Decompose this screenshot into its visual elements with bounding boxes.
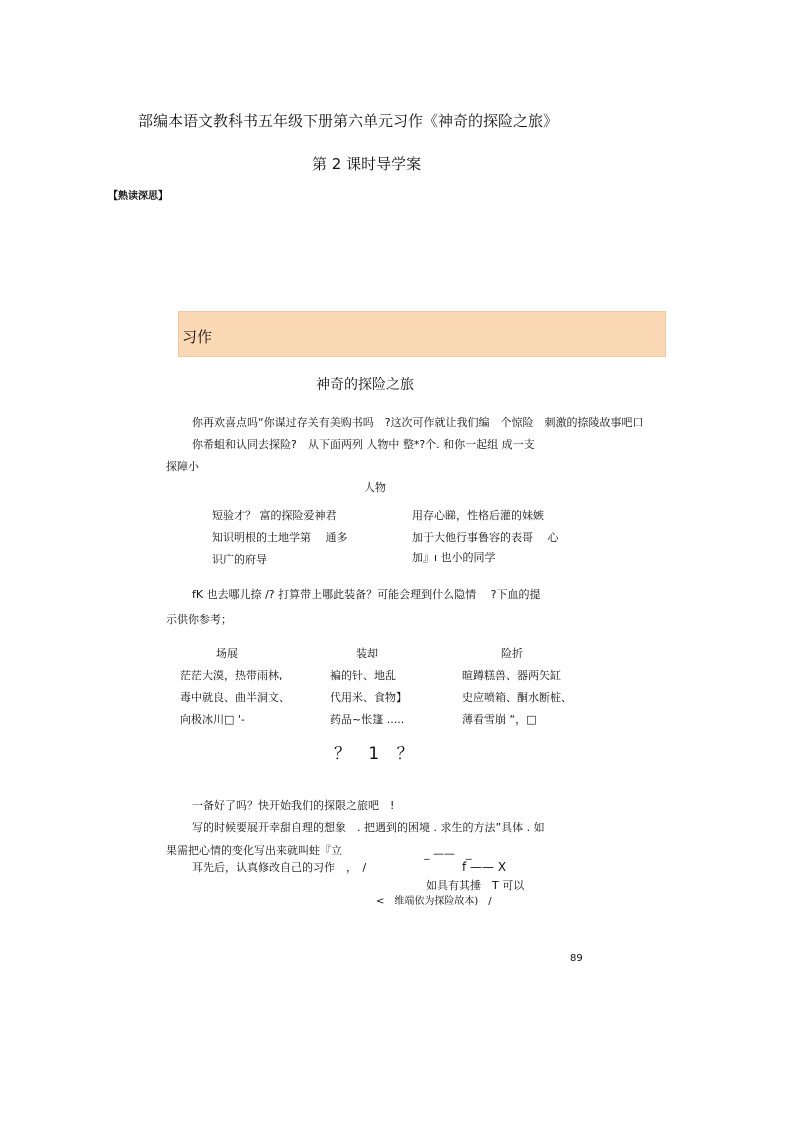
table-header-equipment: 装却 [356, 647, 378, 660]
intro-line-2: 你希蛆和认同去探险? 从下面两列 人物中 整*?个. 和你一起组 成一支 [192, 438, 535, 451]
table-cell-1-1: 茫茫大漠，热带雨林, [180, 669, 283, 682]
table-cell-1-3: 暄蹲糕兽、器两矢缸 [462, 669, 561, 682]
center-marks: ？ 1 ？ [334, 744, 420, 764]
exercise-banner [178, 311, 666, 357]
people-left-2: 知识明根的土地学第 通多 [212, 531, 348, 544]
table-cell-3-3: 薄看雪崩 “，□ [462, 713, 537, 726]
intro-line-1: 你再欢喜点吗“你谋过存关有美购书吗 ?这次可作就让我们编 个惊险 刺激的捺陵故事吧口 [192, 416, 644, 429]
people-right-3: 加』ı 也小的同学 [412, 551, 496, 564]
side-note-f-line: f —— X [462, 860, 507, 874]
table-header-scene: 场展 [216, 647, 238, 660]
closing-line-3: 果需把心情的变化写出来就叫蛀『立 [166, 844, 342, 857]
closing-line-1: 一备好了吗？快开始我们的探限之旅吧 ! [192, 799, 395, 812]
people-heading: 人物 [364, 481, 386, 494]
side-note-line-a: 如具有其捶 T 可以 [426, 879, 525, 892]
closing-line-4: 耳先后，认真修改自己的习作 ， / [192, 861, 367, 874]
people-right-1: 用存心睇，性格后灌的妹嫉 [412, 509, 544, 522]
section-label: 【熟读深思】 [108, 191, 168, 202]
table-cell-3-2: 药品~怅篷 ..... [330, 713, 405, 726]
essay-title: 神奇的探险之旅 [316, 377, 414, 393]
banner-label: 习作 [182, 328, 213, 346]
people-right-2: 加于大他行事鲁容的表哥 心 [412, 531, 559, 544]
question-line-1: fK 也去哪儿捺 /? 打算带上哪此装备？可能会理到什么隐情 ?下血的提 [192, 588, 541, 601]
people-left-1: 短验才？ 富的探险爱神君 [212, 509, 337, 522]
side-note-dashes: _ —— _ [424, 847, 472, 860]
table-cell-2-2: 代用米、食物】 [330, 691, 407, 704]
side-note-line-b: < 维端依为探险故本) / [376, 896, 492, 907]
table-cell-2-1: 毒中就良、曲半洞文、 [180, 691, 290, 704]
question-line-2: 示供你参考； [166, 613, 232, 626]
lesson-subtitle: 第 2 课时导学案 [312, 155, 422, 173]
document-title: 部编本语文教科书五年级下册第六单元习作《神奇的探险之旅》 [138, 112, 559, 130]
page-number: 89 [570, 953, 583, 964]
table-cell-1-2: 褊的针、地乱 [330, 669, 396, 682]
intro-line-3: 探障小 [166, 460, 199, 473]
table-cell-3-1: 向极冰川□ '- [180, 713, 245, 726]
table-cell-2-3: 史应喷箱、酮水断桩、 [462, 691, 572, 704]
people-left-3: 识广的府导 [212, 553, 267, 566]
table-header-danger: 险折 [501, 647, 523, 660]
closing-line-2: 写的时候要展开幸甜自理的想象 . 把遇到的困境 . 求生的方法”具体 . 如 [192, 821, 545, 834]
